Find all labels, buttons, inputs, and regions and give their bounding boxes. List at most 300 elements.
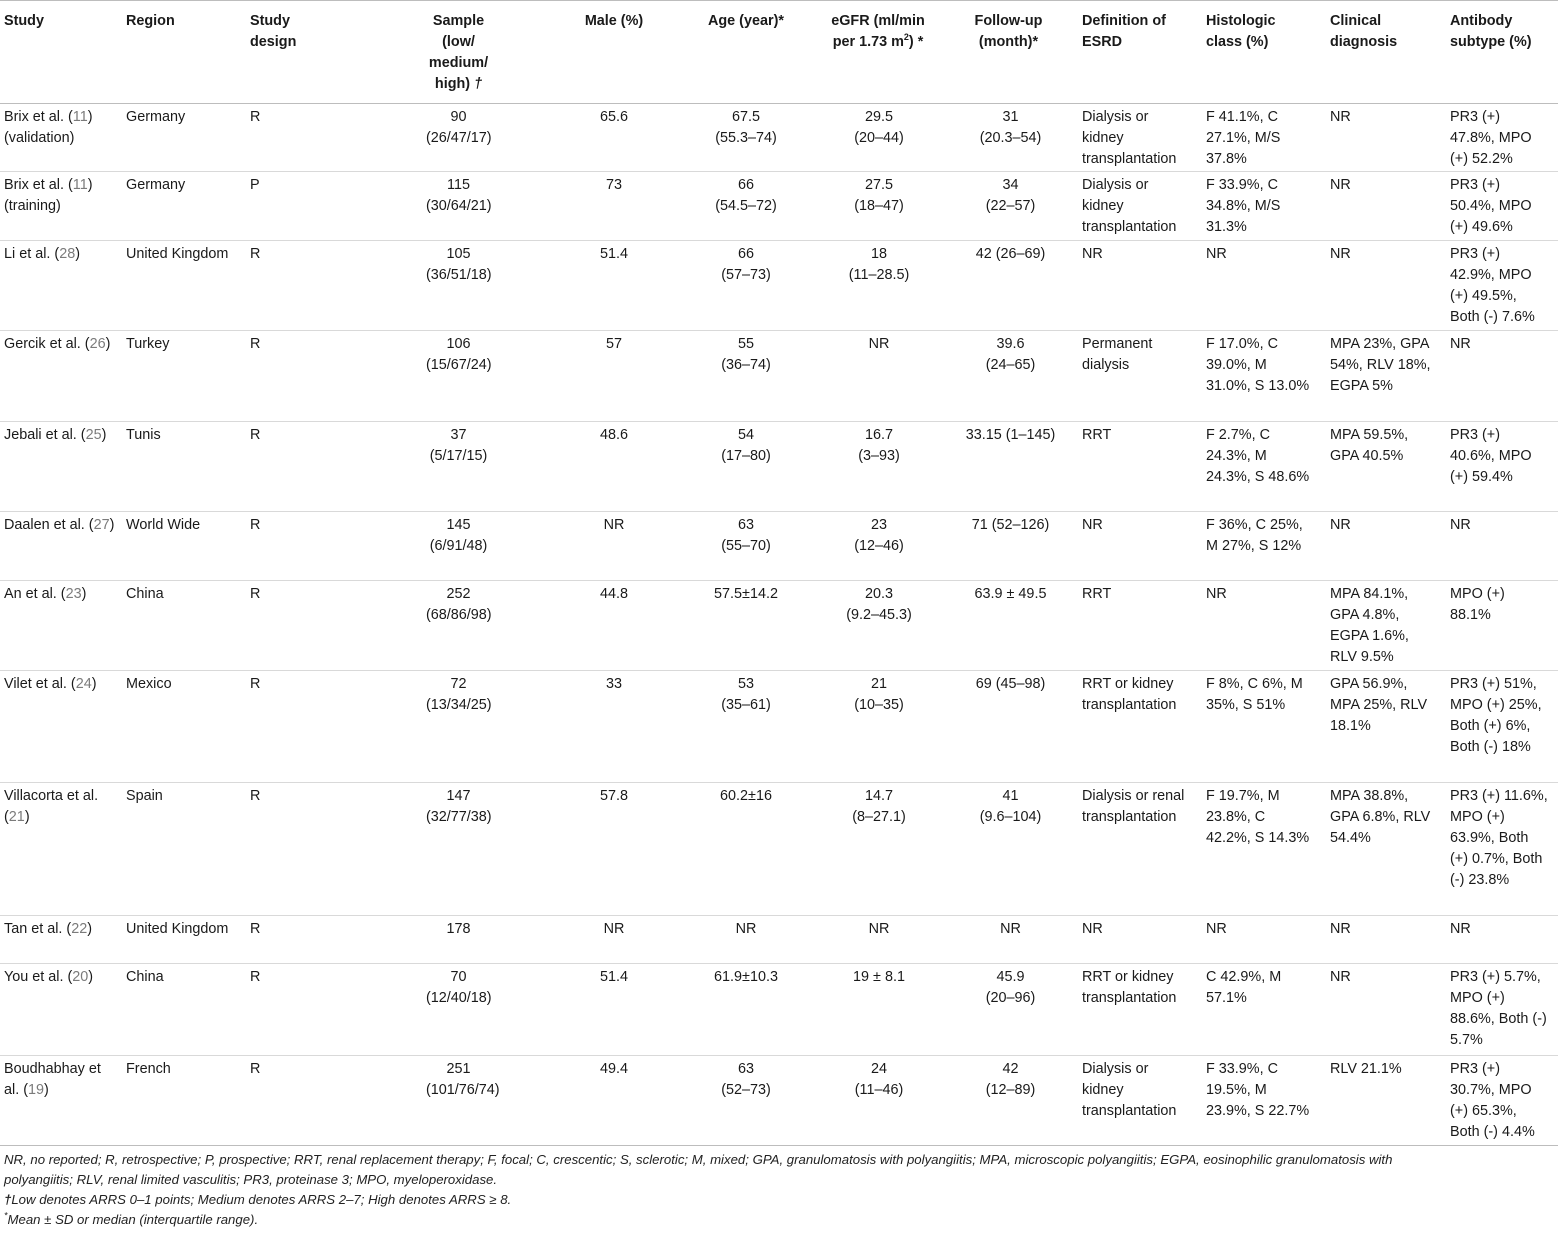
cell-egfr xyxy=(815,581,939,671)
region: Mexico xyxy=(126,676,172,692)
study-ref[interactable]: 22 xyxy=(71,921,88,937)
table-row xyxy=(0,783,1558,916)
antibody: NR xyxy=(1450,921,1471,937)
cell-sample xyxy=(366,172,551,241)
study-name-end: ) xyxy=(91,676,97,692)
male: 51.4 xyxy=(599,246,628,262)
study-name-end: ) (training) xyxy=(4,177,93,214)
age: NR xyxy=(735,921,757,937)
header-region: Region xyxy=(122,1,246,104)
cell-histo xyxy=(1202,512,1326,581)
sample-range: (36/51/18) xyxy=(426,267,492,283)
design: R xyxy=(250,427,261,443)
cell-esrd xyxy=(1078,671,1202,783)
male: 48.6 xyxy=(599,427,628,443)
followup: 41 xyxy=(1002,788,1019,804)
cell-clinical xyxy=(1326,331,1446,422)
cell-egfr xyxy=(815,783,939,916)
study-name-end: ) xyxy=(24,809,30,825)
age: 55 xyxy=(737,336,754,352)
esrd: NR xyxy=(1082,921,1103,937)
sample-range: (13/34/25) xyxy=(426,697,492,713)
header-egfr-b: ) * xyxy=(908,34,924,50)
cell-egfr xyxy=(815,671,939,783)
clinical: MPA 84.1%, GPA 4.8%, EGPA 1.6%, RLV 9.5% xyxy=(1330,586,1409,665)
histo: F 36%, C 25%, M 27%, S 12% xyxy=(1206,517,1303,554)
sample-range: (30/64/21) xyxy=(426,198,492,214)
cell-esrd xyxy=(1078,422,1202,512)
study-name: Gercik et al. ( xyxy=(4,336,90,352)
cell-sample xyxy=(366,512,551,581)
cell-male xyxy=(551,422,673,512)
egfr: 23 xyxy=(870,517,887,533)
cell-egfr xyxy=(815,422,939,512)
antibody: NR xyxy=(1450,517,1471,533)
cell-followup xyxy=(939,783,1078,916)
clinical: MPA 23%, GPA 54%, RLV 18%, EGPA 5% xyxy=(1330,336,1431,394)
cell-design xyxy=(246,916,366,964)
cell-age xyxy=(673,331,815,422)
design: R xyxy=(250,336,261,352)
clinical: NR xyxy=(1330,246,1351,262)
age: 63 xyxy=(737,1061,754,1077)
cell-design xyxy=(246,104,366,172)
cell-region xyxy=(122,916,246,964)
antibody: PR3 (+) 11.6%, MPO (+) 63.9%, Both (+) 0.7%, Both (-) 23.8% xyxy=(1450,788,1548,888)
study-ref[interactable]: 19 xyxy=(28,1082,45,1098)
egfr: 21 xyxy=(870,676,887,692)
study-name-end: ) xyxy=(44,1082,49,1098)
cell-histo xyxy=(1202,241,1326,331)
table-row xyxy=(0,172,1558,241)
sample: 252 xyxy=(446,586,471,602)
study-ref[interactable]: 11 xyxy=(72,177,88,193)
study-name-end: ) xyxy=(101,427,107,443)
cell-study xyxy=(0,104,122,172)
cell-histo xyxy=(1202,331,1326,422)
egfr-range: (11–46) xyxy=(854,1082,904,1098)
followup-range: (20–96) xyxy=(985,990,1036,1006)
sample-range: (32/77/38) xyxy=(426,809,492,825)
followup-range: (24–65) xyxy=(985,357,1036,373)
study-ref[interactable]: 20 xyxy=(72,969,89,985)
age-range: (55.3–74) xyxy=(715,130,777,146)
egfr-range: (3–93) xyxy=(858,448,900,464)
footnote-dagger-mark: † xyxy=(4,1192,12,1207)
egfr: 16.7 xyxy=(864,427,893,443)
cell-clinical xyxy=(1326,241,1446,331)
sample: 106 xyxy=(446,336,471,352)
histo: F 8%, C 6%, M 35%, S 51% xyxy=(1206,676,1303,713)
cell-antibody xyxy=(1446,241,1558,331)
cell-histo xyxy=(1202,581,1326,671)
cell-region xyxy=(122,671,246,783)
cell-sample xyxy=(366,331,551,422)
cell-study xyxy=(0,964,122,1056)
cell-egfr xyxy=(815,241,939,331)
study-name: Daalen et al. ( xyxy=(4,517,94,533)
cell-design xyxy=(246,512,366,581)
cell-antibody xyxy=(1446,581,1558,671)
cell-egfr xyxy=(815,104,939,172)
cell-study xyxy=(0,512,122,581)
cell-region xyxy=(122,104,246,172)
header-sample-mark: † xyxy=(474,76,483,92)
region: China xyxy=(126,586,164,602)
design: R xyxy=(250,517,261,533)
cell-study xyxy=(0,783,122,916)
clinical: NR xyxy=(1330,517,1351,533)
cell-region xyxy=(122,783,246,916)
followup: 42 xyxy=(1002,1061,1019,1077)
cell-followup xyxy=(939,422,1078,512)
study-name: Vilet et al. ( xyxy=(4,676,76,692)
cell-age xyxy=(673,241,815,331)
footnote-abbreviations: NR, no reported; R, retrospective; P, prospective; RRT, renal replacement therapy; F, focal; C, crescentic; S, sclerotic; M, mixed; GPA, granulomatosis with polyangiitis; MPA, microscopic polyangiitis; EGPA, eosinophilic granulomatosis with polyangiitis; RLV, renal limited vasculitis; PR3, proteinase 3; MPO, myeloperoxidase. xyxy=(4,1152,1393,1187)
sample: 37 xyxy=(450,427,467,443)
study-name-end: ) (validation) xyxy=(4,109,93,146)
cell-sample xyxy=(366,104,551,172)
study-name-end: ) xyxy=(81,586,87,602)
cell-male xyxy=(551,1056,673,1146)
followup-range: (9.6–104) xyxy=(979,809,1042,825)
cell-followup xyxy=(939,964,1078,1056)
age: 57.5±14.2 xyxy=(714,586,778,602)
cell-esrd xyxy=(1078,104,1202,172)
cell-male xyxy=(551,783,673,916)
header-esrd: Definition of ESRD xyxy=(1078,1,1202,104)
cell-followup xyxy=(939,331,1078,422)
sample-range: (5/17/15) xyxy=(429,448,488,464)
sample: 70 xyxy=(450,969,467,985)
study-name-end: ) xyxy=(109,517,115,533)
cell-region xyxy=(122,241,246,331)
cell-male xyxy=(551,104,673,172)
study-name: You et al. ( xyxy=(4,969,73,985)
age: 66 xyxy=(737,177,754,193)
header-histo: Histologic class (%) xyxy=(1202,1,1326,104)
header-age: Age (year)* xyxy=(673,1,815,104)
study-name-end: ) xyxy=(75,246,81,262)
cell-histo xyxy=(1202,1056,1326,1146)
cell-clinical xyxy=(1326,422,1446,512)
cell-antibody xyxy=(1446,422,1558,512)
cell-male xyxy=(551,331,673,422)
clinical: NR xyxy=(1330,177,1351,193)
cell-design xyxy=(246,422,366,512)
header-clinical: Clinical diagnosis xyxy=(1326,1,1446,104)
region: World Wide xyxy=(126,517,201,533)
egfr-range: (18–47) xyxy=(854,198,904,214)
egfr-range: (8–27.1) xyxy=(852,809,906,825)
followup-range: (20.3–54) xyxy=(979,130,1042,146)
table-row xyxy=(0,331,1558,422)
cell-region xyxy=(122,964,246,1056)
table-row xyxy=(0,104,1558,172)
footnote-star xyxy=(4,1210,1454,1230)
study-ref[interactable]: 24 xyxy=(75,676,92,692)
cell-region xyxy=(122,331,246,422)
histo: F 19.7%, M 23.8%, C 42.2%, S 14.3% xyxy=(1206,788,1310,846)
cell-study xyxy=(0,1056,122,1146)
study-ref[interactable]: 27 xyxy=(93,517,110,533)
followup: 42 (26–69) xyxy=(975,246,1046,262)
esrd: NR xyxy=(1082,246,1103,262)
antibody: PR3 (+) 5.7%, MPO (+) 88.6%, Both (-) 5.7% xyxy=(1450,969,1547,1048)
cell-esrd xyxy=(1078,172,1202,241)
footnote-dagger-text: Low denotes ARRS 0–1 points; Medium denotes ARRS 2–7; High denotes ARRS ≥ 8. xyxy=(11,1192,512,1207)
cell-design xyxy=(246,581,366,671)
cell-esrd xyxy=(1078,581,1202,671)
cell-histo xyxy=(1202,916,1326,964)
cell-egfr xyxy=(815,331,939,422)
cell-design xyxy=(246,783,366,916)
study-name: Jebali et al. ( xyxy=(4,427,86,443)
clinical: MPA 59.5%, GPA 40.5% xyxy=(1330,427,1409,464)
cell-esrd xyxy=(1078,1056,1202,1146)
table-row xyxy=(0,241,1558,331)
study-ref[interactable]: 28 xyxy=(59,246,76,262)
cell-study xyxy=(0,581,122,671)
clinical: RLV 21.1% xyxy=(1330,1061,1402,1077)
age-range: (55–70) xyxy=(721,538,771,554)
cell-male xyxy=(551,671,673,783)
footnote-star-text: Mean ± SD or median (interquartile range). xyxy=(7,1212,259,1227)
study-ref[interactable]: 26 xyxy=(89,336,106,352)
followup-range: (12–89) xyxy=(985,1082,1036,1098)
cell-clinical xyxy=(1326,964,1446,1056)
cell-male xyxy=(551,964,673,1056)
esrd: RRT xyxy=(1082,586,1112,602)
cell-antibody xyxy=(1446,916,1558,964)
study-name: Villacorta et al. ( xyxy=(4,788,99,825)
sample-range: (101/76/74) xyxy=(426,1082,500,1098)
study-name: Brix et al. ( xyxy=(4,109,73,125)
sample-range: (15/67/24) xyxy=(426,357,492,373)
study-ref[interactable]: 21 xyxy=(8,809,25,825)
cell-histo xyxy=(1202,422,1326,512)
sample: 72 xyxy=(450,676,467,692)
design: R xyxy=(250,1061,261,1077)
clinical: NR xyxy=(1330,969,1351,985)
male: 44.8 xyxy=(599,586,628,602)
antibody: MPO (+) 88.1% xyxy=(1450,586,1505,623)
histo: NR xyxy=(1206,921,1227,937)
male: 65.6 xyxy=(599,109,628,125)
header-sample xyxy=(366,1,551,104)
age-range: (57–73) xyxy=(721,267,771,283)
followup: 39.6 xyxy=(996,336,1025,352)
design: R xyxy=(250,921,261,937)
egfr: 14.7 xyxy=(864,788,893,804)
histo: NR xyxy=(1206,246,1227,262)
cell-antibody xyxy=(1446,1056,1558,1146)
design: P xyxy=(250,177,260,193)
cell-histo xyxy=(1202,104,1326,172)
age: 61.9±10.3 xyxy=(714,969,778,985)
cell-histo xyxy=(1202,172,1326,241)
egfr-range: (9.2–45.3) xyxy=(846,607,912,623)
age-range: (17–80) xyxy=(721,448,771,464)
male: 49.4 xyxy=(599,1061,628,1077)
cell-clinical xyxy=(1326,172,1446,241)
male: 33 xyxy=(605,676,622,692)
histo: F 33.9%, C 19.5%, M 23.9%, S 22.7% xyxy=(1206,1061,1310,1119)
cell-study xyxy=(0,172,122,241)
design: R xyxy=(250,969,261,985)
egfr: 19 ± 8.1 xyxy=(853,969,905,985)
cell-study xyxy=(0,671,122,783)
sample: 178 xyxy=(446,921,471,937)
esrd: Permanent dialysis xyxy=(1082,336,1153,373)
design: R xyxy=(250,676,261,692)
table-body xyxy=(0,104,1558,1146)
cell-sample xyxy=(366,241,551,331)
age: 66 xyxy=(737,246,754,262)
study-ref[interactable]: 25 xyxy=(85,427,102,443)
male: 57.8 xyxy=(599,788,628,804)
followup: NR xyxy=(1000,921,1021,937)
cell-region xyxy=(122,512,246,581)
study-name: Brix et al. ( xyxy=(4,177,73,193)
sample: 147 xyxy=(446,788,471,804)
table-row xyxy=(0,916,1558,964)
region: Spain xyxy=(126,788,163,804)
table-row xyxy=(0,1056,1558,1146)
cell-egfr xyxy=(815,172,939,241)
study-name: An et al. ( xyxy=(4,586,66,602)
cell-age xyxy=(673,916,815,964)
sample-range: (26/47/17) xyxy=(426,130,492,146)
study-ref[interactable]: 11 xyxy=(72,109,88,125)
header-design: Study design xyxy=(246,1,366,104)
cell-antibody xyxy=(1446,331,1558,422)
antibody: NR xyxy=(1450,336,1471,352)
cell-histo xyxy=(1202,671,1326,783)
cell-male xyxy=(551,241,673,331)
cell-followup xyxy=(939,172,1078,241)
sample: 145 xyxy=(446,517,471,533)
cell-antibody xyxy=(1446,964,1558,1056)
design: R xyxy=(250,246,261,262)
cell-esrd xyxy=(1078,512,1202,581)
histo: C 42.9%, M 57.1% xyxy=(1206,969,1282,1006)
cell-followup xyxy=(939,104,1078,172)
esrd: Dialysis or kidney transplantation xyxy=(1082,1061,1177,1119)
followup: 31 xyxy=(1002,109,1019,125)
age-range: (54.5–72) xyxy=(715,198,777,214)
region: French xyxy=(126,1061,171,1077)
esrd: RRT or kidney transplantation xyxy=(1082,969,1177,1006)
cell-age xyxy=(673,671,815,783)
cell-male xyxy=(551,172,673,241)
cell-egfr xyxy=(815,512,939,581)
cell-clinical xyxy=(1326,512,1446,581)
cell-antibody xyxy=(1446,671,1558,783)
study-name: Boudhabhay et al. ( xyxy=(4,1061,101,1098)
male: NR xyxy=(603,921,625,937)
egfr-range: (10–35) xyxy=(854,697,904,713)
cell-region xyxy=(122,422,246,512)
cell-followup xyxy=(939,916,1078,964)
header-male: Male (%) xyxy=(551,1,673,104)
study-name-end: ) xyxy=(105,336,111,352)
cell-male xyxy=(551,512,673,581)
cell-antibody xyxy=(1446,104,1558,172)
antibody: PR3 (+) 40.6%, MPO (+) 59.4% xyxy=(1450,427,1532,485)
header-egfr xyxy=(815,1,939,104)
study-ref[interactable]: 23 xyxy=(65,586,82,602)
header-followup: Follow-up (month)* xyxy=(939,1,1078,104)
cell-esrd xyxy=(1078,241,1202,331)
clinical: GPA 56.9%, MPA 25%, RLV 18.1% xyxy=(1330,676,1428,734)
cell-design xyxy=(246,241,366,331)
antibody: PR3 (+) 42.9%, MPO (+) 49.5%, Both (-) 7.6% xyxy=(1450,246,1535,325)
followup: 34 xyxy=(1002,177,1019,193)
histo: NR xyxy=(1206,586,1227,602)
region: Germany xyxy=(126,109,186,125)
histo: F 33.9%, C 34.8%, M/S 31.3% xyxy=(1206,177,1281,235)
cell-age xyxy=(673,581,815,671)
age-range: (36–74) xyxy=(721,357,771,373)
histo: F 17.0%, C 39.0%, M 31.0%, S 13.0% xyxy=(1206,336,1310,394)
male: NR xyxy=(603,517,625,533)
sample: 90 xyxy=(450,109,467,125)
region: Germany xyxy=(126,177,186,193)
cell-design xyxy=(246,331,366,422)
sample: 251 xyxy=(446,1061,471,1077)
table-row xyxy=(0,422,1558,512)
cell-histo xyxy=(1202,964,1326,1056)
cell-male xyxy=(551,581,673,671)
cell-antibody xyxy=(1446,783,1558,916)
age: 67.5 xyxy=(731,109,760,125)
cell-age xyxy=(673,104,815,172)
esrd: RRT or kidney transplantation xyxy=(1082,676,1177,713)
sample: 115 xyxy=(447,177,470,193)
region: China xyxy=(126,969,164,985)
design: R xyxy=(250,109,261,125)
design: R xyxy=(250,586,261,602)
cell-esrd xyxy=(1078,916,1202,964)
study-name-end: ) xyxy=(88,969,94,985)
cell-clinical xyxy=(1326,581,1446,671)
cell-clinical xyxy=(1326,671,1446,783)
cell-age xyxy=(673,964,815,1056)
region: Turkey xyxy=(126,336,170,352)
followup: 63.9 ± 49.5 xyxy=(974,586,1047,602)
esrd: Dialysis or kidney transplantation xyxy=(1082,109,1177,167)
esrd: NR xyxy=(1082,517,1103,533)
study-name: Tan et al. ( xyxy=(4,921,72,937)
cell-sample xyxy=(366,1056,551,1146)
age: 54 xyxy=(737,427,754,443)
cell-age xyxy=(673,422,815,512)
age: 63 xyxy=(737,517,754,533)
cell-followup xyxy=(939,581,1078,671)
cell-sample xyxy=(366,964,551,1056)
cell-egfr xyxy=(815,964,939,1056)
cell-followup xyxy=(939,512,1078,581)
cell-clinical xyxy=(1326,104,1446,172)
cell-design xyxy=(246,172,366,241)
design: R xyxy=(250,788,261,804)
clinical: NR xyxy=(1330,921,1351,937)
header-row xyxy=(0,1,1558,104)
egfr-range: (20–44) xyxy=(854,130,904,146)
cell-egfr xyxy=(815,1056,939,1146)
age: 53 xyxy=(737,676,754,692)
